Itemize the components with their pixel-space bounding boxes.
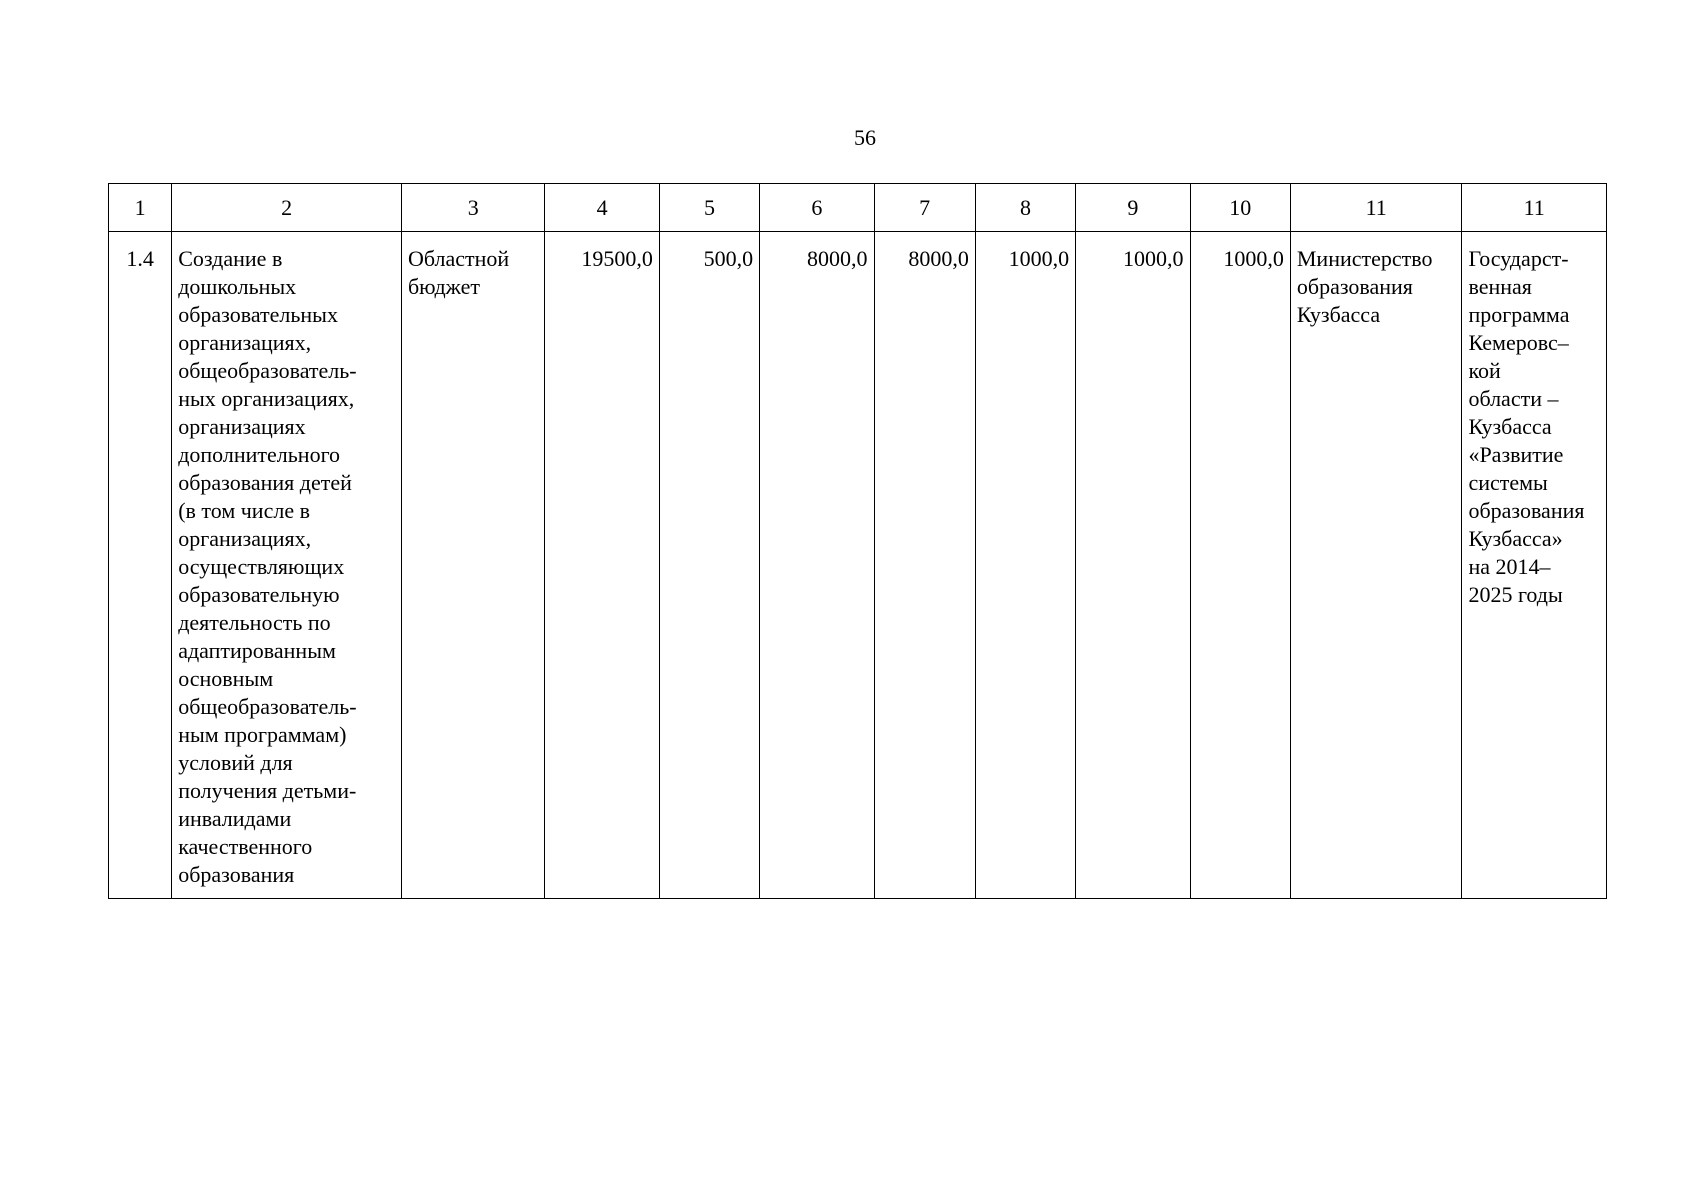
text-line: области – (1468, 386, 1559, 411)
text-line: образования детей (178, 470, 352, 495)
text-line: (в том числе в (178, 498, 310, 523)
funding-table (108, 183, 1607, 899)
amount-col-6: 8000,0 (760, 232, 874, 899)
text-line: Министерство (1296, 246, 1433, 271)
text-line: Создание в (178, 246, 283, 271)
text-line: осуществляющих (178, 554, 345, 579)
amount-col-8: 1000,0 (975, 232, 1075, 899)
text-line: 2025 годы (1468, 582, 1563, 607)
funding-source (401, 232, 544, 899)
column-header: 10 (1190, 184, 1290, 232)
text-line: на 2014– (1468, 554, 1551, 579)
column-header: 11 (1290, 184, 1462, 232)
text-line: образования (1296, 274, 1413, 299)
text-line: Областной (407, 246, 510, 271)
column-header: 9 (1076, 184, 1190, 232)
page-number: 56 (854, 125, 876, 150)
text-line: бюджет (407, 274, 480, 299)
text-line: образовательную (178, 582, 340, 607)
header-row (109, 184, 1607, 232)
text-line: деятельность по (178, 610, 331, 635)
amount-col-10: 1000,0 (1190, 232, 1290, 899)
measure-description (172, 232, 402, 899)
row-index: 1.4 (109, 232, 172, 899)
text-line: Кузбасса (1468, 414, 1552, 439)
text-line: «Развитие (1468, 442, 1564, 467)
state-program (1462, 232, 1607, 899)
amount-col-9: 1000,0 (1076, 232, 1190, 899)
executor (1290, 232, 1462, 899)
text-line: венная (1468, 274, 1532, 299)
text-line: условий для (178, 750, 293, 775)
text-line: образования (178, 862, 295, 887)
table-row (109, 232, 1607, 899)
text-line: качественного (178, 834, 313, 859)
text-line: кой (1468, 358, 1501, 383)
text-line: Кемеровс– (1468, 330, 1569, 355)
column-header: 6 (760, 184, 874, 232)
amount-col-5: 500,0 (659, 232, 759, 899)
text-line: организациях, (178, 526, 312, 551)
text-line: дошкольных (178, 274, 297, 299)
text-line: инвалидами (178, 806, 292, 831)
column-header: 8 (975, 184, 1075, 232)
column-header: 7 (874, 184, 975, 232)
text-line: общеобразователь- (178, 694, 357, 719)
text-line: организациях (178, 414, 306, 439)
text-line: Государст- (1468, 246, 1569, 271)
column-header: 11 (1462, 184, 1607, 232)
text-line: основным (178, 666, 274, 691)
total-amount: 19500,0 (545, 232, 659, 899)
column-header: 5 (659, 184, 759, 232)
text-line: образовательных (178, 302, 338, 327)
text-line: Кузбасса (1296, 302, 1381, 327)
text-line: Кузбасса» (1468, 526, 1563, 551)
column-header: 3 (401, 184, 544, 232)
text-line: адаптированным (178, 638, 336, 663)
column-header: 2 (172, 184, 402, 232)
column-header: 4 (545, 184, 659, 232)
amount-col-7: 8000,0 (874, 232, 975, 899)
text-line: ных организациях, (178, 386, 355, 411)
text-line: получения детьми- (178, 778, 357, 803)
text-line: программа (1468, 302, 1570, 327)
text-line: общеобразователь- (178, 358, 357, 383)
text-line: организациях, (178, 330, 312, 355)
text-line: системы (1468, 470, 1548, 495)
text-line: ным программам) (178, 722, 347, 747)
column-header: 1 (109, 184, 172, 232)
text-line: дополнительного (178, 442, 341, 467)
text-line: образования (1468, 498, 1585, 523)
